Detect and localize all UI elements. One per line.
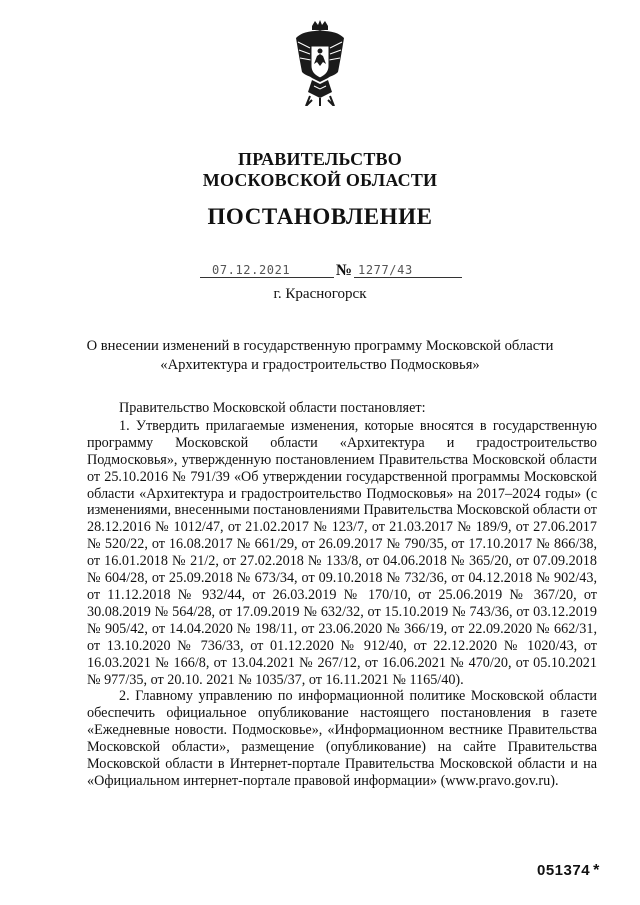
date-underline [200,277,334,278]
document-date: 07.12.2021 [212,263,291,277]
document-subject [0,337,640,375]
serial-number: 051374 [537,862,591,879]
document-number: 1277/43 [358,263,413,277]
document-serial-code [537,862,600,880]
date-number-line [0,258,640,282]
subject-line2: «Архитектура и градостроительство Подмосковья» [160,357,480,373]
coat-of-arms-icon [292,20,348,106]
document-body [87,400,597,790]
city-name: г. Красногорск [273,286,367,302]
government-title-line1: ПРАВИТЕЛЬСТВО [238,149,402,169]
body-paragraph-2: 2. Главному управлению по информационной политике Московской области обеспечить официальное опубликование настоящего постановления в газете «Ежедневные новости. Подмосковье», «Информационном вестнике Правительства Московской области», размещение (опубликование) на сайте Правительства Московской области в Интернет-портале Правительства Московской области и на «Официальном интернет-портале правовой информации» (www.pravo.gov.ru). [87,688,597,789]
number-underline [354,277,462,278]
subject-line1: О внесении изменений в государственную программу Московской области [86,338,554,354]
asterisk-mark: * [593,862,600,879]
number-sign: № [336,262,353,279]
document-type-title: ПОСТАНОВЛЕНИЕ [207,204,433,229]
body-paragraph-1: 1. Утвердить прилагаемые изменения, которые вносятся в государственную программу Московской области «Архитектура и градостроительство Подмосковья», утвержденную постановлением Правительства Московской области от 25.10.2016 № 791/39 «Об утверждении государственной программы Московской области «Архитектура и градостроительство Подмосковья» на 2017–2024 годы» (с изменениями, внесенными постановлениями Правительства Московской области от 28.12.2016 № 1012/47, от 21.02.2017 № 123/7, от 21.03.2017 № 189/9, от 27.06.2017 № 520/22, от 16.08.2017 № 661/29, от 26.09.2017 № 790/35, от 17.10.2017 № 866/38, от 16.01.2018 № 21/2, от 27.02.2018 № 133/8, от 04.06.2018 № 365/20, от 07.09.2018 № 604/28, от 25.09.2018 № 673/34, от 09.10.2018 № 732/36, от 04.12.2018 № 902/43, от 11.12.2018 № 932/44, от 26.03.2019 № 170/10, от 25.06.2019 № 367/20, от 30.08.2019 № 564/28, от 17.09.2019 № 632/32, от 15.10.2019 № 743/36, от 03.12.2019 № 905/42, от 14.04.2020 № 198/11, от 23.06.2020 № 366/19, от 22.09.2020 № 662/31, от 13.10.2020 № 736/33, от 01.12.2020 № 912/40, от 22.12.2020 № 1020/43, от 16.03.2021 № 166/8, от 13.04.2021 № 267/12, от 16.06.2021 № 470/20, от 05.10.2021 № 977/35, от 20.10. 2021 № 1035/37, от 16.11.2021 № 1165/40). [87,417,597,688]
body-lead: Правительство Московской области постановляет: [119,400,426,416]
government-title-line2: МОСКОВСКОЙ ОБЛАСТИ [202,170,438,190]
